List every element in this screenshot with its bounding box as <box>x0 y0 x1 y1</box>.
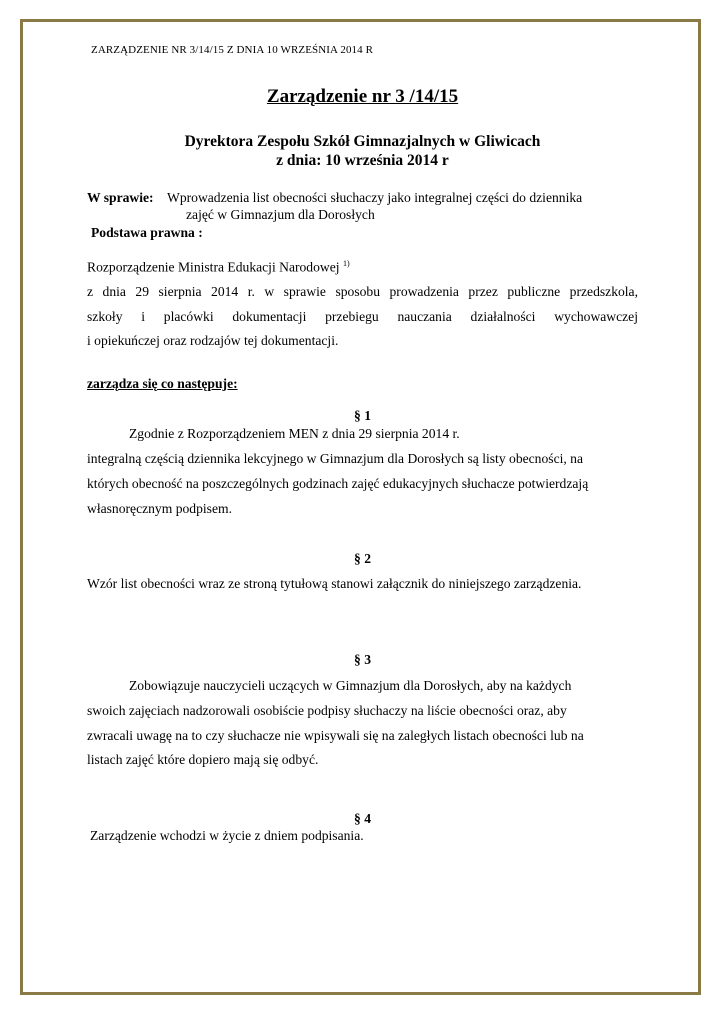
section-1-line-3: których obecność na poszczególnych godzinach zajęć edukacyjnych słuchacze potwierdzają <box>87 476 589 491</box>
section-4-heading: § 4 <box>354 811 371 826</box>
section-3-line-1: Zobowiązuje nauczycieli uczących w Gimnazjum dla Dorosłych, aby na każdych <box>129 678 572 693</box>
w-sprawie-text-1: Wprowadzenia list obecności słuchaczy jako integralnej części do dziennika <box>167 190 583 205</box>
subtitle-issuer: Dyrektora Zespołu Szkół Gimnazjalnych w Gliwicach <box>184 133 541 150</box>
section-2-line-1: Wzór list obecności wraz ze stroną tytułową stanowi załącznik do niniejszego zarządzenia. <box>87 576 582 591</box>
podstawa-text-2: z dnia 29 sierpnia 2014 r. w sprawie sposobu prowadzenia przez publiczne przedszkola, <box>87 284 638 299</box>
w-sprawie-label: W sprawie: <box>87 190 154 205</box>
document-title: Zarządzenie nr 3 /14/15 <box>266 86 459 107</box>
section-3-line-3: zwracali uwagę na to czy słuchacze nie wpisywali się na zaległych listach obecności lub na <box>87 728 584 743</box>
section-3-line-4: listach zajęć które dopiero mają się odbyć. <box>87 752 319 767</box>
section-1-line-2: integralną częścią dziennika lekcyjnego w Gimnazjum dla Dorosłych są listy obecności, na <box>87 451 584 466</box>
podstawa-regulation: Rozporządzenie Ministra Edukacji Narodowej <box>87 259 340 275</box>
subtitle-date: z dnia: 10 września 2014 r <box>276 152 449 169</box>
podstawa-text-1 <box>87 259 350 276</box>
section-3-line-2: swoich zajęciach nadzorowali osobiście podpisy słuchaczy na liście obecności oraz, aby <box>87 703 567 718</box>
podstawa-label: Podstawa prawna : <box>91 225 203 240</box>
section-1-line-1: Zgodnie z Rozporządzeniem MEN z dnia 29 sierpnia 2014 r. <box>129 426 460 441</box>
podstawa-text-3: szkoły i placówki dokumentacji przebiegu nauczania działalności wychowawczej <box>87 309 638 324</box>
section-3-heading: § 3 <box>354 652 371 667</box>
zarzadza-heading: zarządza się co następuje: <box>87 376 238 391</box>
section-4-line-1: Zarządzenie wchodzi w życie z dniem podpisania. <box>90 828 364 843</box>
w-sprawie-text-2: zajęć w Gimnazjum dla Dorosłych <box>186 207 375 222</box>
section-1-heading: § 1 <box>354 408 371 423</box>
footnote-marker: 1) <box>342 259 350 268</box>
section-2-heading: § 2 <box>354 551 371 566</box>
running-header: ZARZĄDZENIE NR 3/14/15 Z DNIA 10 WRZEŚNIA 2014 R <box>91 44 374 56</box>
section-1-line-4: własnoręcznym podpisem. <box>87 501 232 516</box>
podstawa-text-4: i opiekuńczej oraz rodzajów tej dokumentacji. <box>87 333 339 348</box>
